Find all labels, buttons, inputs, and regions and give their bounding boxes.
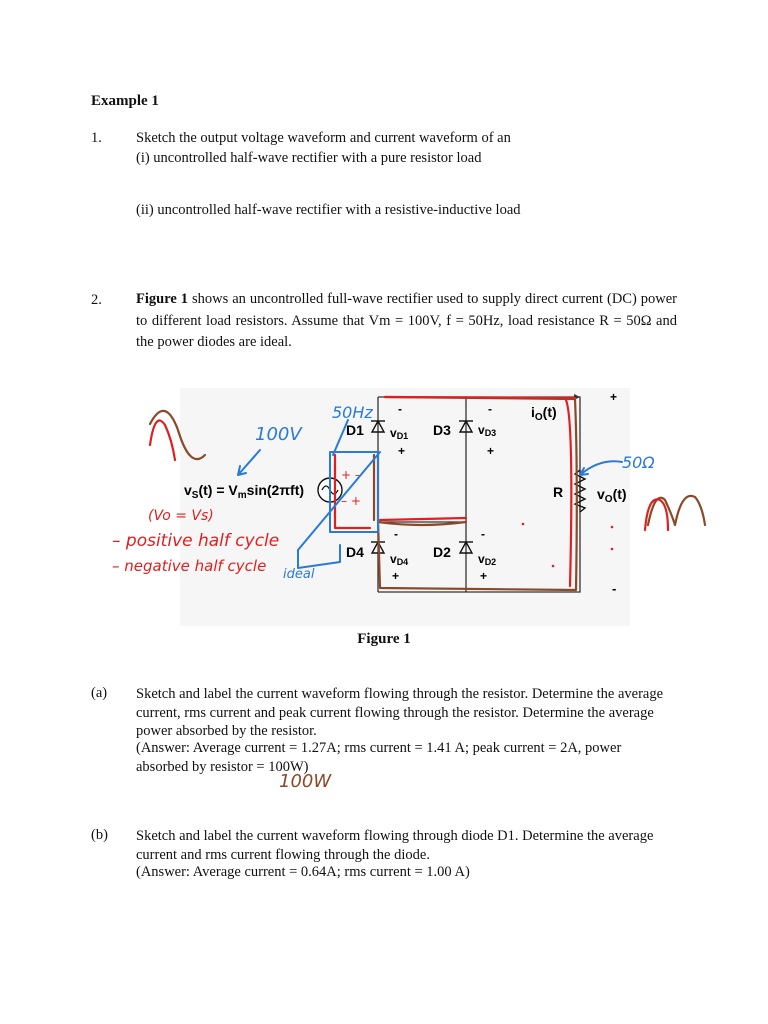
label-vd1: vD1 (390, 426, 409, 441)
note-positive-half-cycle: – positive half cycle (112, 531, 280, 551)
label-d2: D2 (433, 544, 451, 560)
figure-ref: Figure 1 (136, 291, 189, 307)
label-vo: $v_O(t)$ (597, 486, 627, 505)
label-d4: D4 (346, 544, 364, 560)
red-dot (552, 565, 555, 568)
polarity-d4-bottom: + (392, 569, 400, 583)
label-io: $i_O(t)$ (531, 404, 557, 423)
red-path-top (385, 397, 575, 398)
polarity-out-bottom: - (612, 581, 617, 596)
part-b-text: Sketch and label the current waveform flowing through diode D1. Determine the average current and rms current flowing through the diode. (136, 828, 654, 863)
label-vs: $v_S(t) = V_m\sin(2\pi ft)$ (184, 482, 305, 501)
red-sine-sketch (150, 421, 175, 461)
question-2-body: shows an uncontrolled full-wave rectifier used to supply direct current (DC) power to different load resistors. Assume that Vm = 100V, f = 50Hz, load resistance R = 50Ω and the power diodes are ideal. (136, 291, 678, 350)
question-2-text (136, 289, 677, 354)
question-1-text: Sketch the output voltage waveform and current waveform of an (136, 130, 511, 146)
red-polarity-note-2: – + (341, 494, 361, 508)
part-a-handwritten-note: 100W (279, 771, 332, 792)
red-dot (611, 526, 614, 529)
page-title: Example 1 (91, 93, 159, 109)
polarity-d1-bottom: + (398, 444, 406, 458)
note-50-ohm: 50Ω (622, 453, 655, 472)
figure-caption: Figure 1 (357, 631, 411, 647)
label-vd4: vD4 (390, 552, 409, 567)
part-a-text: Sketch and label the current waveform flowing through the resistor. Determine the average current, rms current and peak current flowing through the resistor. Determine the average power absorbed by the resistor. (136, 686, 664, 739)
label-r: R (553, 484, 564, 500)
polarity-out-top: + (610, 390, 618, 404)
part-b-answer: (Answer: Average current = 0.64A; rms current = 1.00 A) (136, 864, 470, 880)
note-50hz: 50Hz (332, 403, 373, 422)
part-a-label: (a) (91, 685, 108, 701)
note-ideal: ideal (283, 567, 315, 582)
part-b-label: (b) (91, 827, 108, 843)
polarity-d2-top: - (481, 527, 485, 541)
red-dot (522, 523, 525, 526)
note-negative-half-cycle: – negative half cycle (112, 557, 267, 575)
red-dot (611, 548, 614, 551)
polarity-d2-bottom: + (480, 569, 488, 583)
label-d3: D3 (433, 422, 451, 438)
label-d1: D1 (346, 422, 364, 438)
polarity-d1-top: - (398, 402, 402, 416)
question-1-part-i: (i) uncontrolled half-wave rectifier with a pure resistor load (136, 150, 482, 166)
label-vd3: vD3 (478, 423, 497, 438)
polarity-d3-bottom: + (487, 444, 495, 458)
polarity-d3-top: - (488, 402, 492, 416)
red-polarity-note-1: + – (341, 468, 361, 482)
question-1-number: 1. (91, 130, 102, 146)
label-vd2: vD2 (478, 552, 497, 567)
note-100v: 100V (255, 424, 302, 445)
note-vo-equals-vs: (Vo = Vs) (148, 508, 214, 524)
question-1-part-ii: (ii) uncontrolled half-wave rectifier with a resistive-inductive load (136, 202, 521, 218)
part-a-answer: (Answer: Average current = 1.27A; rms current = 1.41 A; peak current = 2A, power absorbed by resistor = 100W) (136, 740, 622, 775)
question-2-number: 2. (91, 292, 102, 308)
rectifier-circuit-figure (0, 385, 768, 630)
polarity-d4-top: - (394, 527, 398, 541)
